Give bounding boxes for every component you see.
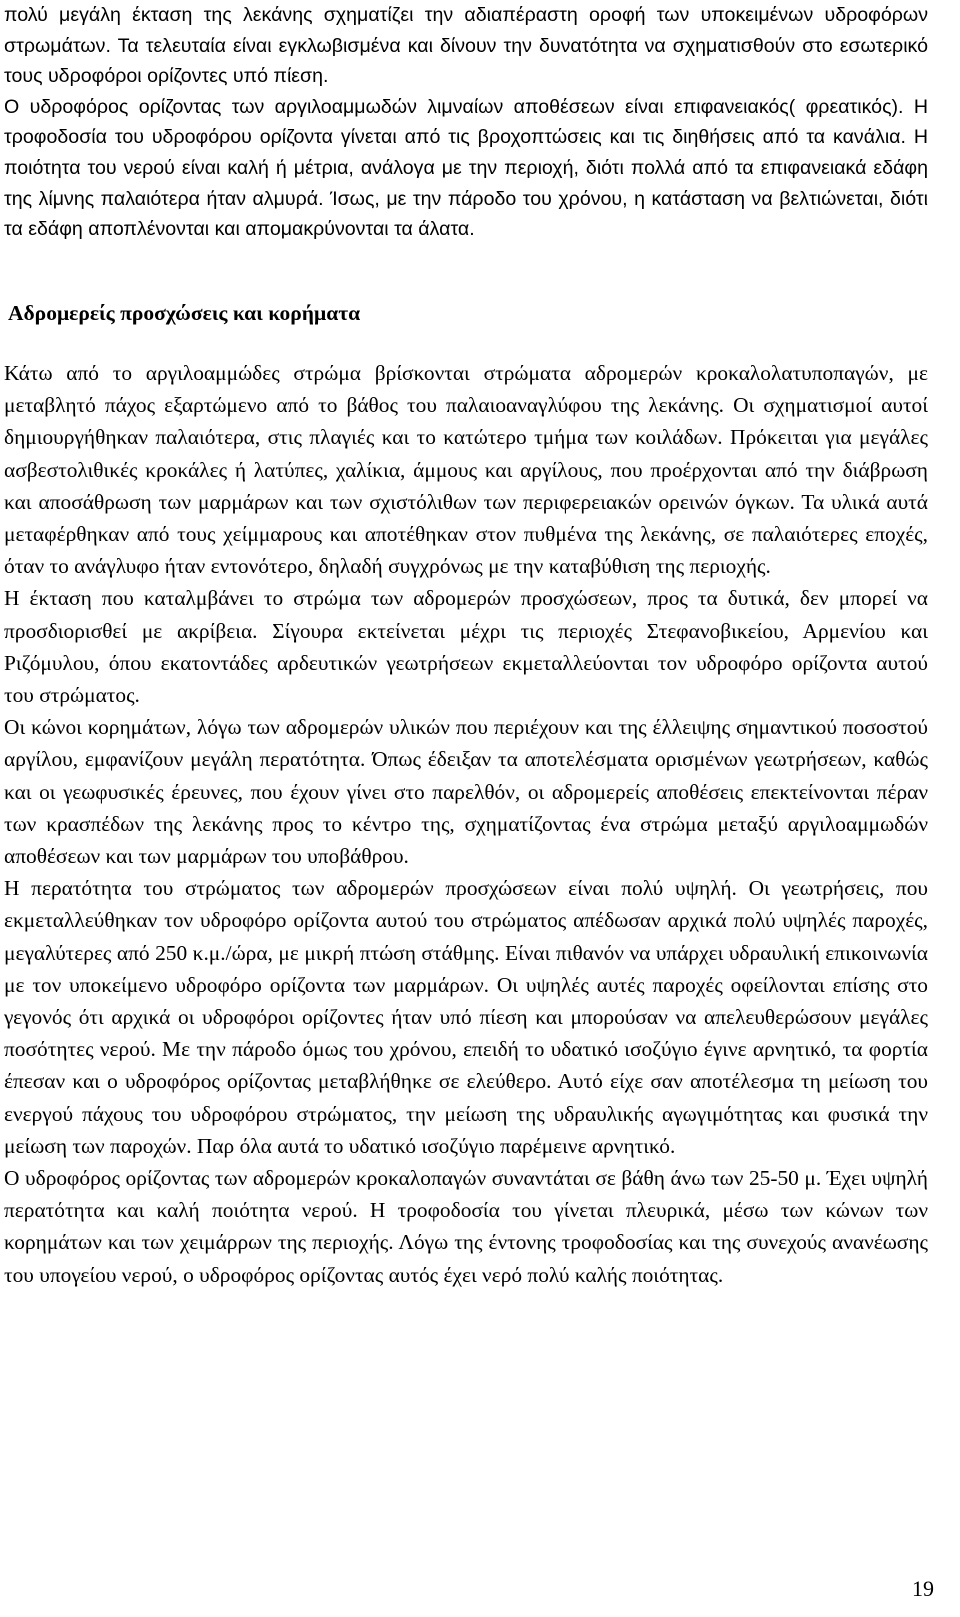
body-paragraph: Οι κώνοι κορημάτων, λόγω των αδρομερών υλικών που περιέχουν και της έλλειψης σημαντικού ποσοστού αργίλου, εμφανίζουν μεγάλη περατότητα. Όπως έδειξαν τα αποτελέσματα ορισμένων γεωτρήσεων, καθώς και οι γεωφυσικές έρευνες, που έχουν γίνει στο παρελθόν, οι αδρομερείς αποθέσεις επεκτείνονται πέραν των κρασπέδων της λεκάνης προς το κέντρο της, σχηματίζοντας ένα στρώμα μεταξύ αργιλοαμμωδών αποθέσεων και των μαρμάρων του υποβάθρου. [4, 715, 928, 869]
intro-text-block [4, 0, 928, 245]
section-body [4, 357, 928, 1291]
body-paragraph: Κάτω από το αργιλοαμμώδες στρώμα βρίσκονται στρώματα αδρομερών κροκαλολατυποπαγών, με μεταβλητό πάχος εξαρτώμενο από το βάθος του παλαιοαναγλύφου της λεκάνης. Οι σχηματισμοί αυτοί δημιουργήθηκαν παλαιότερα, στις πλαγιές και το κατώτερο τμήμα των κοιλάδων. Πρόκειται για μεγάλες ασβεστολιθικές κροκάλες ή λατύπες, χαλίκια, άμμους και αργίλους, που προέρχονται από την διάβρωση και αποσάθρωση των μαρμάρων και των σχιστόλιθων των περιφερειακών ορεινών όγκων. Τα υλικά αυτά μεταφέρθηκαν από τους χείμμαρους και αποτέθηκαν στον πυθμένα της λεκάνης, σε παλαιότερες εποχές, όταν το ανάγλυφο ήταν εντονότερο, δηλαδή συγχρόνως με την καταβύθιση της περιοχής. [4, 361, 928, 579]
section-heading: Αδρομερείς προσχώσεις και κορήματα [8, 301, 361, 325]
page-number: 19 [912, 1576, 934, 1601]
body-paragraph: Η περατότητα του στρώματος των αδρομερών προσχώσεων είναι πολύ υψηλή. Οι γεωτρήσεις, που εκμεταλλεύθηκαν τον υδροφόρο ορίζοντα αυτού του στρώματος απέδωσαν αρχικά πολύ υψηλές παροχές, μεγαλύτερες από 250 κ.μ./ώρα, με μικρή πτώση στάθμης. Είναι πιθανόν να υπάρχει υδραυλική επικοινωνία με τον υποκείμενο υδροφόρο ορίζοντα των μαρμάρων. Οι υψηλές αυτές παροχές οφείλονται επίσης στο γεγονός ότι αρχικά οι υδροφόροι ορίζοντες ήταν υπό πίεση και μπορούσαν να απελευθερώσουν μεγάλες ποσότητες νερού. Με την πάροδο όμως του χρόνου, επειδή το υδατικό ισοζύγιο έγινε αρνητικό, τα φορτία έπεσαν και ο υδροφόρος ορίζοντας μεταβλήθηκε σε ελεύθερο. Αυτό είχε σαν αποτέλεσμα τη μείωση του ενεργού πάχους του υδροφόρου στρώματος, την μείωση της υδραυλικής αγωγιμότητας και φυσικά την μείωση των παροχών. Παρ όλα αυτά το υδατικό ισοζύγιο παρέμεινε αρνητικό. [4, 876, 928, 1158]
intro-paragraph: πολύ μεγάλη έκταση της λεκάνης σχηματίζει την αδιαπέραστη οροφή των υποκειμένων υδροφόρων στρωμάτων. Τα τελευταία είναι εγκλωβισμένα και δίνουν την δυνατότητα να σχηματισθούν στο εσωτερικό τους υδροφόροι ορίζοντες υπό πίεση. [4, 4, 928, 88]
body-paragraph: Η έκταση που καταλμβάνει το στρώμα των αδρομερών προσχώσεων, προς τα δυτικά, δεν μπορεί να προσδιορισθεί με ακρίβεια. Σίγουρα εκτείνεται μέχρι τις περιοχές Στεφανοβικείου, Αρμενίου και Ριζόμυλου, όπου εκατοντάδες αρδευτικών γεωτρήσεων εκμεταλλεύονται τον υδροφόρο ορίζοντα αυτού του στρώματος. [4, 586, 928, 708]
body-paragraph: Ο υδροφόρος ορίζοντας των αδρομερών κροκαλοπαγών συναντάται σε βάθη άνω των 25-50 μ. Έχει υψηλή περατότητα και καλή ποιότητα νερού. Η τροφοδοσία του γίνεται πλευρικά, μέσω των κώνων των κορημάτων και των χειμάρρων της περιοχής. Λόγω της έντονης τροφοδοσίας και της συνεχούς ανανέωσης του υπογείου νερού, ο υδροφόρος ορίζοντας αυτός έχει νερό πολύ καλής ποιότητας. [4, 1166, 928, 1287]
intro-paragraph: Ο υδροφόρος ορίζοντας των αργιλοαμμωδών λιμναίων αποθέσεων είναι επιφανειακός( φρεατικός). Η τροφοδοσία του υδροφόρου ορίζοντα γίνεται από τις βροχοπτώσεις και τις διηθήσεις από τα κανάλια. Η ποιότητα του νερού είναι καλή ή μέτρια, ανάλογα με την περιοχή, διότι πολλά από τα επιφανειακά εδάφη της λίμνης παλαιότερα ήταν αλμυρά. Ίσως, με την πάροδο του χρόνου, η κατάσταση να βελτιώνεται, διότι τα εδάφη αποπλένονται και απομακρύνονται τα άλατα. [4, 95, 928, 241]
